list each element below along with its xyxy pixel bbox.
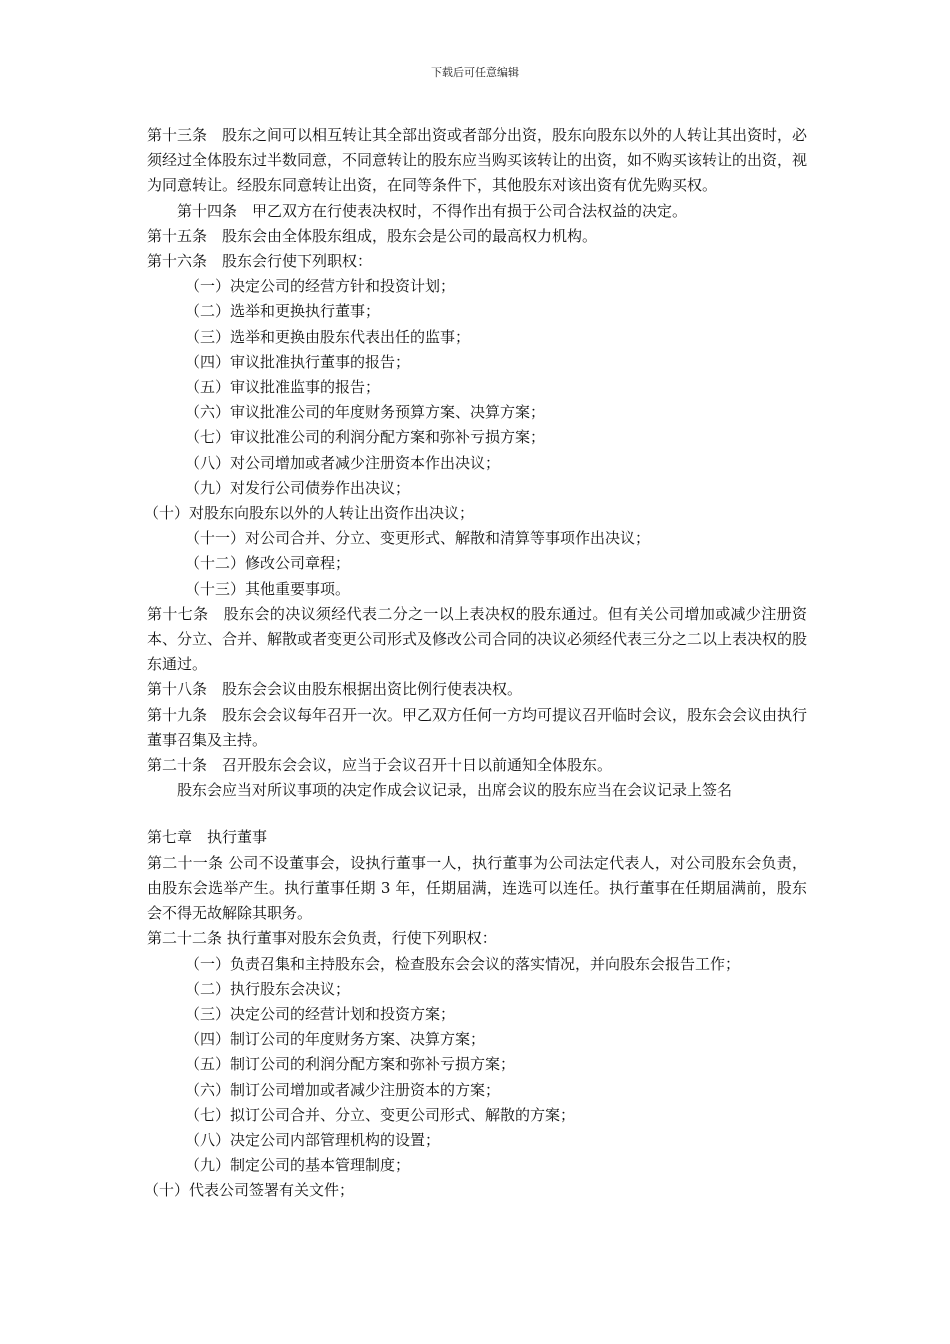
article-20-paragraph-2: 股东会应当对所议事项的决定作成会议记录，出席会议的股东应当在会议记录上签名 [177,781,733,800]
list-item: （一）负责召集和主持股东会，检查股东会会议的落实情况，并向股东会报告工作； [185,954,741,973]
article-14: 第十四条 甲乙双方在行使表决权时，不得作出有损于公司合法权益的决定。 [177,201,688,220]
list-item: （五）审议批准监事的报告； [185,378,381,397]
blank-line [147,803,807,825]
list-item: （六）制订公司增加或者减少注册资本的方案； [185,1080,501,1099]
list-item: （五）制订公司的利润分配方案和弥补亏损方案； [185,1055,516,1074]
list-item: （十二）修改公司章程； [185,554,351,573]
list-item: （三）选举和更换由股东代表出任的监事； [185,327,471,346]
document-body [144,123,808,1204]
article-18: 第十八条 股东会会议由股东根据出资比例行使表决权。 [147,680,523,699]
list-item: （十）代表公司签署有关文件； [144,1181,355,1200]
list-item: （四）审议批准执行董事的报告； [185,352,411,371]
chapter-7-heading: 第七章 执行董事 [147,828,268,847]
list-item: （十）对股东向股东以外的人转让出资作出决议； [144,504,475,523]
list-item: （十一）对公司合并、分立、变更形式、解散和清算等事项作出决议； [185,529,651,548]
article-17: 第十七条 股东会的决议须经代表二分之一以上表决权的股东通过。但有关公司增加或减少注册资本、分立、合并、解散或者变更公司形式及修改公司合同的决议必须经代表三分之二以上表决权的股东通过。 [147,604,808,674]
list-item: （九）制定公司的基本管理制度； [185,1156,411,1175]
list-item: （七）拟订公司合并、分立、变更公司形式、解散的方案； [185,1105,576,1124]
list-item: （八）对公司增加或者减少注册资本作出决议； [185,453,501,472]
article-20: 第二十条 召开股东会会议，应当于会议召开十日以前通知全体股东。 [147,756,613,775]
list-item: （七）审议批准公司的利润分配方案和弥补亏损方案； [185,428,546,447]
list-item: （三）决定公司的经营计划和投资方案； [185,1004,456,1023]
article-16: 第十六条 股东会行使下列职权： [147,252,373,271]
article-13: 第十三条 股东之间可以相互转让其全部出资或者部分出资，股东向股东以外的人转让其出资时，必须经过全体股东过半数同意，不同意转让的股东应当购买该转让的出资，如不购买该转让的出资，视为同意转让。经股东同意转让出资，在同等条件下，其他股东对该出资有优先购买权。 [147,126,808,195]
list-item: （九）对发行公司债券作出决议； [185,478,411,497]
article-19: 第十九条 股东会会议每年召开一次。甲乙双方任何一方均可提议召开临时会议，股东会会议由执行董事召集及主持。 [147,705,808,749]
article-15: 第十五条 股东会由全体股东组成，股东会是公司的最高权力机构。 [147,226,598,245]
list-item: （十三）其他重要事项。 [185,579,351,598]
list-item: （二）执行股东会决议； [185,979,351,998]
list-item: （二）选举和更换执行董事； [185,302,381,321]
list-item: （八）决定公司内部管理机构的设置； [185,1130,441,1149]
list-item: （六）审议批准公司的年度财务预算方案、决算方案； [185,403,546,422]
list-item: （四）制订公司的年度财务方案、决算方案； [185,1030,486,1049]
page-header-note: 下载后可任意编辑 [431,66,519,79]
article-21: 第二十一条 公司不设董事会，设执行董事一人，执行董事为公司法定代表人，对公司股东会负责，由股东会选举产生。执行董事任期 3 年，任期届满，连选可以连任。执行董事在任期届满前，股东会不得无故解除其职务。 [147,853,807,923]
list-item: （一）决定公司的经营方针和投资计划； [185,277,456,296]
article-22: 第二十二条 执行董事对股东会负责，行使下列职权： [147,929,497,948]
